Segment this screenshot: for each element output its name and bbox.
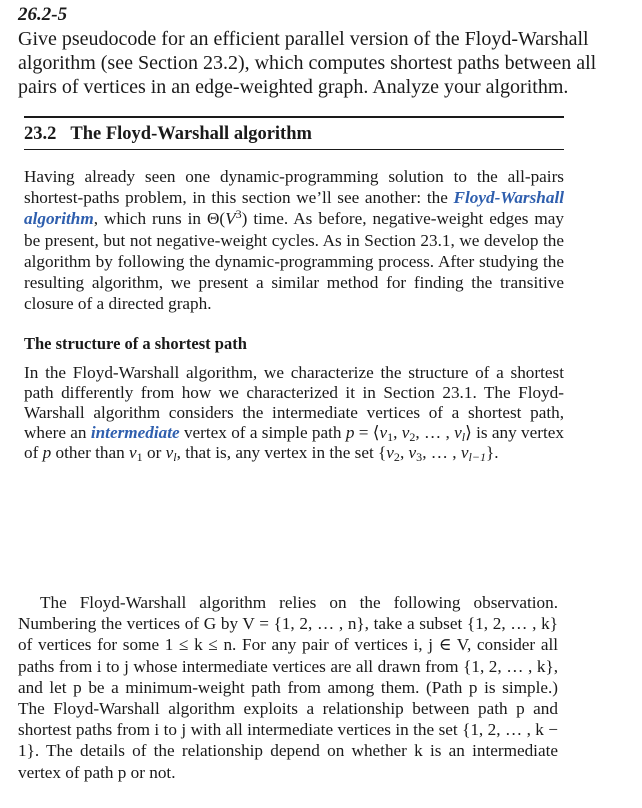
text-run: ) time. As before, negative-weight edges may be present, but not negative-weight cycles. As in Section 23.1, we develop the algorithm by following the dynamic-programming process. After studying the resulting algorithm, we present a similar method for finding the transitive closure of a directed graph. — [24, 209, 565, 314]
defined-term: intermediate — [90, 423, 180, 443]
math-var: V — [225, 209, 236, 229]
section-number: 23.2 — [24, 124, 57, 144]
text-run: , … , — [415, 423, 455, 443]
subsection-heading: The structure of a shortest path — [24, 334, 247, 354]
text-run: In the Floyd-Warshall algorithm, we characterize the structure of a shortest path differently from how we characterized it in Section 23.1. The Floyd-Warshall algorithm considers the intermediate vertices of a shortest path, where an — [24, 363, 564, 443]
text-run: vertex of a simple path — [179, 423, 346, 443]
text-run: }. — [485, 443, 499, 463]
text-run: Having already seen one dynamic-programming solution to the all-pairs shortest-paths problem, in this section we’ll see another: the — [24, 167, 564, 208]
math-var: v — [460, 443, 469, 463]
text-run: , which runs in Θ( — [93, 209, 226, 229]
math-var: v — [454, 423, 462, 443]
math-exponent: 3 — [235, 207, 242, 222]
text-run: ⟩ is any vertex of — [24, 423, 565, 463]
math-var: v — [379, 423, 388, 443]
exercise-text: Give pseudocode for an efficient parallel version of the Floyd-Warshall algorithm (see Section 23.2), which computes shortest paths between all pairs of vertices in an edge-weighted graph. Analyze your algorithm. — [18, 28, 597, 98]
math-subscript: 1 — [387, 430, 394, 445]
math-var: v — [129, 443, 137, 463]
math-var: v — [401, 423, 410, 443]
math-subscript: 2 — [409, 430, 416, 445]
exercise-block — [18, 4, 632, 99]
text-run: or — [142, 443, 166, 463]
section-heading — [24, 116, 564, 150]
text-run: other than — [51, 443, 130, 463]
math-var: v — [386, 443, 394, 463]
math-subscript: 3 — [416, 450, 423, 465]
defined-term: Floyd-Warshall algorithm — [24, 188, 564, 229]
math-subscript: 1 — [136, 450, 143, 465]
observation-paragraph: The Floyd-Warshall algorithm relies on the following observation. Numbering the vertices of G by V = {1, 2, … , n}, take a subset {1, 2, … , k} of vertices for some 1 ≤ k ≤ n. For any pair of vertices i, j ∈ V, consider all paths from i to j whose intermediate vertices are all drawn from {1, 2, … , k}, and let p be a minimum-weight path from among them. (Path p is simple.) The Floyd-Warshall algorithm exploits a relationship between path p and shortest paths from i to j with all intermediate vertices in the set {1, 2, … , k − 1}. The details of the relationship depend on whether k is an intermediate vertex of path p or not. — [18, 593, 558, 782]
math-var: v — [165, 443, 174, 463]
math-subscript: l — [173, 450, 177, 465]
math-subscript: l−1 — [468, 450, 486, 465]
text-run: , — [399, 443, 409, 463]
math-var: p — [42, 443, 52, 463]
math-subscript: l — [461, 430, 466, 445]
math-subscript: 2 — [393, 450, 400, 465]
math-var: p — [345, 423, 355, 443]
text-run: , that is, any vertex in the set { — [176, 443, 387, 463]
text-run: , — [393, 423, 402, 443]
exercise-number: 26.2-5 — [18, 4, 68, 25]
intro-paragraph — [24, 166, 564, 314]
math-var: v — [408, 443, 417, 463]
structure-paragraph — [24, 363, 564, 463]
textbook-section — [24, 116, 564, 463]
text-run: , … , — [422, 443, 461, 463]
text-run: = ⟨ — [354, 423, 380, 443]
section-title: The Floyd-Warshall algorithm — [70, 124, 312, 144]
